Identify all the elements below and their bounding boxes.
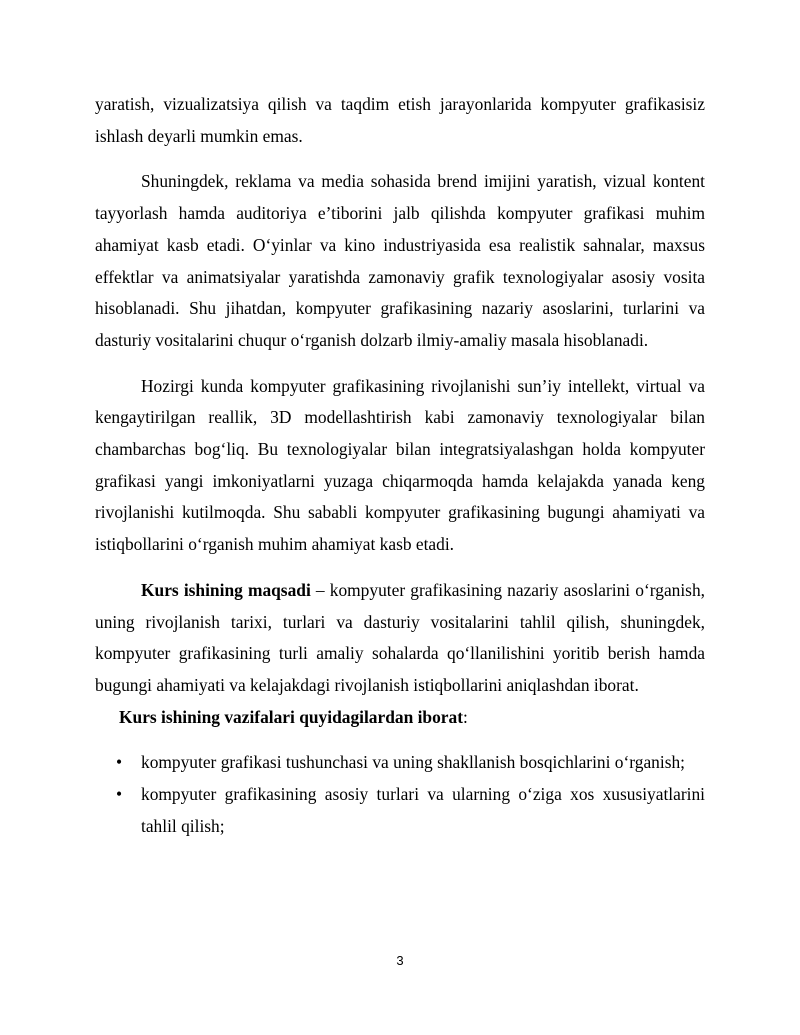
tasks-heading-label: Kurs ishining vazifalari quyidagilardan iborat <box>119 706 464 727</box>
page-number: 3 <box>396 953 404 968</box>
course-goal-text: – kompyuter grafikasining nazariy asoslarini o‘rganish, uning rivojlanish tarixi, turlari va dasturiy vositalarini tahlil qilish, shuningdek, kompyuter grafikasining turli amaliy sohalarda qo‘llanilishini yoritib berish hamda bugungi ahamiyati va kelajakdagi rivojlanish istiqbollarini aniqlashdan iborat. <box>95 579 705 695</box>
paragraph-continuation: yaratish, vizualizatsiya qilish va taqdim etish jarayonlarida kompyuter grafikasisiz ishlash deyarli mumkin emas. <box>95 94 705 146</box>
course-goal-label: Kurs ishining maqsadi <box>141 579 311 600</box>
tasks-heading-colon: : <box>463 706 468 727</box>
tasks-list <box>95 747 705 842</box>
task-item: • kompyuter grafikasining asosiy turlari va ularning o‘ziga xos xususiyatlarini tahlil qilish; <box>95 779 705 842</box>
task-item: • kompyuter grafikasi tushunchasi va uning shakllanish bosqichlarini o‘rganish; <box>95 747 705 779</box>
page-content <box>95 89 705 842</box>
tasks-heading <box>95 702 705 734</box>
paragraph-course-goal <box>95 575 705 702</box>
paragraph-advertising: Shuningdek, reklama va media sohasida brend imijini yaratish, vizual kontent tayyorlash hamda auditoriya e’tiborini jalb qilishda kompyuter grafikasi muhim ahamiyat kasb etadi. O‘yinlar va kino industriyasida esa realistik sahnalar, maxsus effektlar va animatsiyalar yaratishda zamonaviy grafik texnologiyalar asosiy vosita hisoblanadi. Shu jihatdan, kompyuter grafikasining nazariy asoslarini, turlarini va dasturiy vositalarini chuqur o‘rganish dolzarb ilmiy-amaliy masala hisoblanadi. <box>95 171 705 350</box>
paragraph-modern-technologies: Hozirgi kunda kompyuter grafikasining rivojlanishi sun’iy intellekt, virtual va kengaytirilgan reallik, 3D modellashtirish kabi zamonaviy texnologiyalar bilan chambarchas bog‘liq. Bu texnologiyalar bilan integratsiyalashgan holda kompyuter grafikasi yangi imkoniyatlarni yuzaga chiqarmoqda hamda kelajakda yanada keng rivojlanishi kutilmoqda. Shu sababli kompyuter grafikasining bugungi ahamiyati va istiqbollarini o‘rganish muhim ahamiyat kasb etadi. <box>95 375 705 555</box>
